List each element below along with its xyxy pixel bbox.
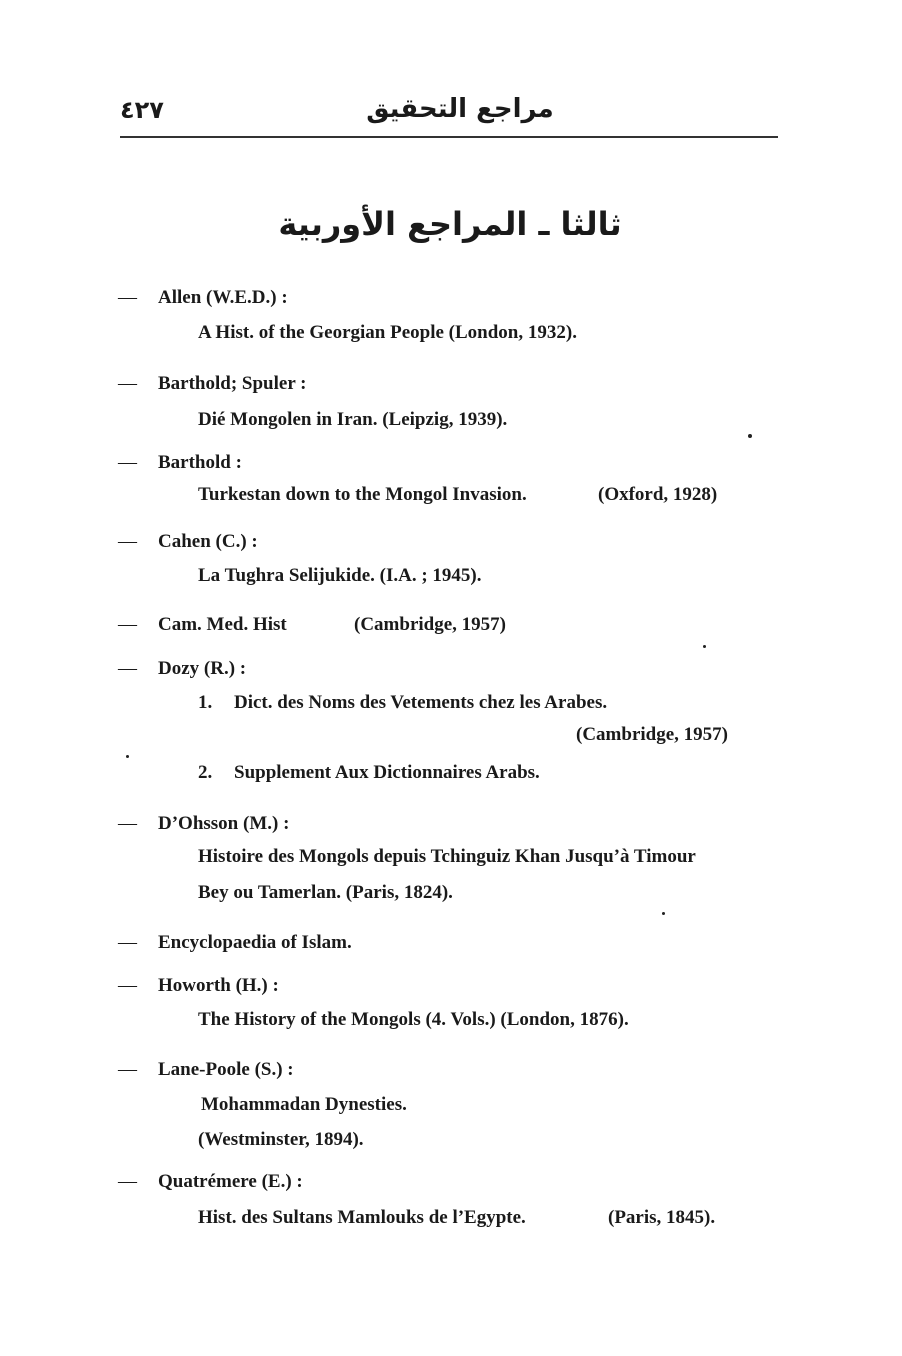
entry-author: Lane-Poole (S.) : — [158, 1059, 294, 1080]
scan-speck — [748, 434, 752, 438]
entry-dash: — — [118, 1171, 137, 1192]
entry-work-continued: (Westminster, 1894). — [198, 1129, 364, 1150]
entry-dash: — — [118, 373, 137, 394]
scan-speck — [703, 645, 706, 648]
entry-author: Dozy (R.) : — [158, 658, 247, 679]
header-rule — [120, 136, 778, 138]
entry-work: The History of the Mongols (4. Vols.) (London, 1876). — [198, 1009, 629, 1030]
entry-author: Allen (W.E.D.) : — [158, 287, 288, 308]
entry-author: Barthold; Spuler : — [158, 373, 307, 394]
entry-author: Barthold : — [158, 452, 242, 473]
entry-work: Mohammadan Dynesties. — [201, 1094, 407, 1115]
subitem-number: 2. — [198, 762, 213, 783]
running-title: مراجع التحقيق — [366, 94, 554, 124]
entry-work: Hist. des Sultans Mamlouks de l’Egypte. — [198, 1207, 526, 1228]
entry-dash: — — [118, 287, 137, 308]
page-number: ٤٢٧ — [120, 96, 164, 124]
subitem-place: (Cambridge, 1957) — [576, 724, 728, 745]
entry-author: Quatrémere (E.) : — [158, 1171, 303, 1192]
entry-work: Histoire des Mongols depuis Tchinguiz Khan Jusqu’à Timour — [198, 846, 696, 867]
entry-place: (Paris, 1845). — [608, 1207, 716, 1228]
entry-dash: — — [118, 1059, 137, 1080]
entry-dash: — — [118, 813, 137, 834]
entry-work: Dié Mongolen in Iran. (Leipzig, 1939). — [198, 409, 508, 430]
scan-speck — [126, 755, 129, 758]
entry-work-continued: Bey ou Tamerlan. (Paris, 1824). — [198, 882, 453, 903]
section-title: ثالثا ـ المراجع الأوربية — [278, 205, 622, 243]
subitem-number: 1. — [198, 692, 213, 713]
entry-work: Turkestan down to the Mongol Invasion. — [198, 484, 527, 505]
entry-author: Cam. Med. Hist — [158, 614, 287, 635]
running-header — [120, 92, 780, 132]
entry-place: (Oxford, 1928) — [598, 484, 718, 505]
subitem-work: Supplement Aux Dictionnaires Arabs. — [234, 762, 540, 783]
entry-dash: — — [118, 658, 137, 679]
subitem-work: Dict. des Noms des Vetements chez les Arabes. — [234, 692, 608, 713]
entry-dash: — — [118, 614, 137, 635]
entry-author: Howorth (H.) : — [158, 975, 279, 996]
entry-dash: — — [118, 452, 137, 473]
entry-author: Cahen (C.) : — [158, 531, 258, 552]
entry-dash: — — [118, 531, 137, 552]
entry-work: A Hist. of the Georgian People (London, 1932). — [198, 322, 577, 343]
entry-dash: — — [118, 932, 137, 953]
entry-author: Encyclopaedia of Islam. — [158, 932, 352, 953]
entry-work: La Tughra Selijukide. (I.A. ; 1945). — [198, 565, 482, 586]
scan-speck — [662, 912, 665, 915]
entry-place: (Cambridge, 1957) — [354, 614, 506, 635]
entry-dash: — — [118, 975, 137, 996]
entry-author: D’Ohsson (M.) : — [158, 813, 290, 834]
